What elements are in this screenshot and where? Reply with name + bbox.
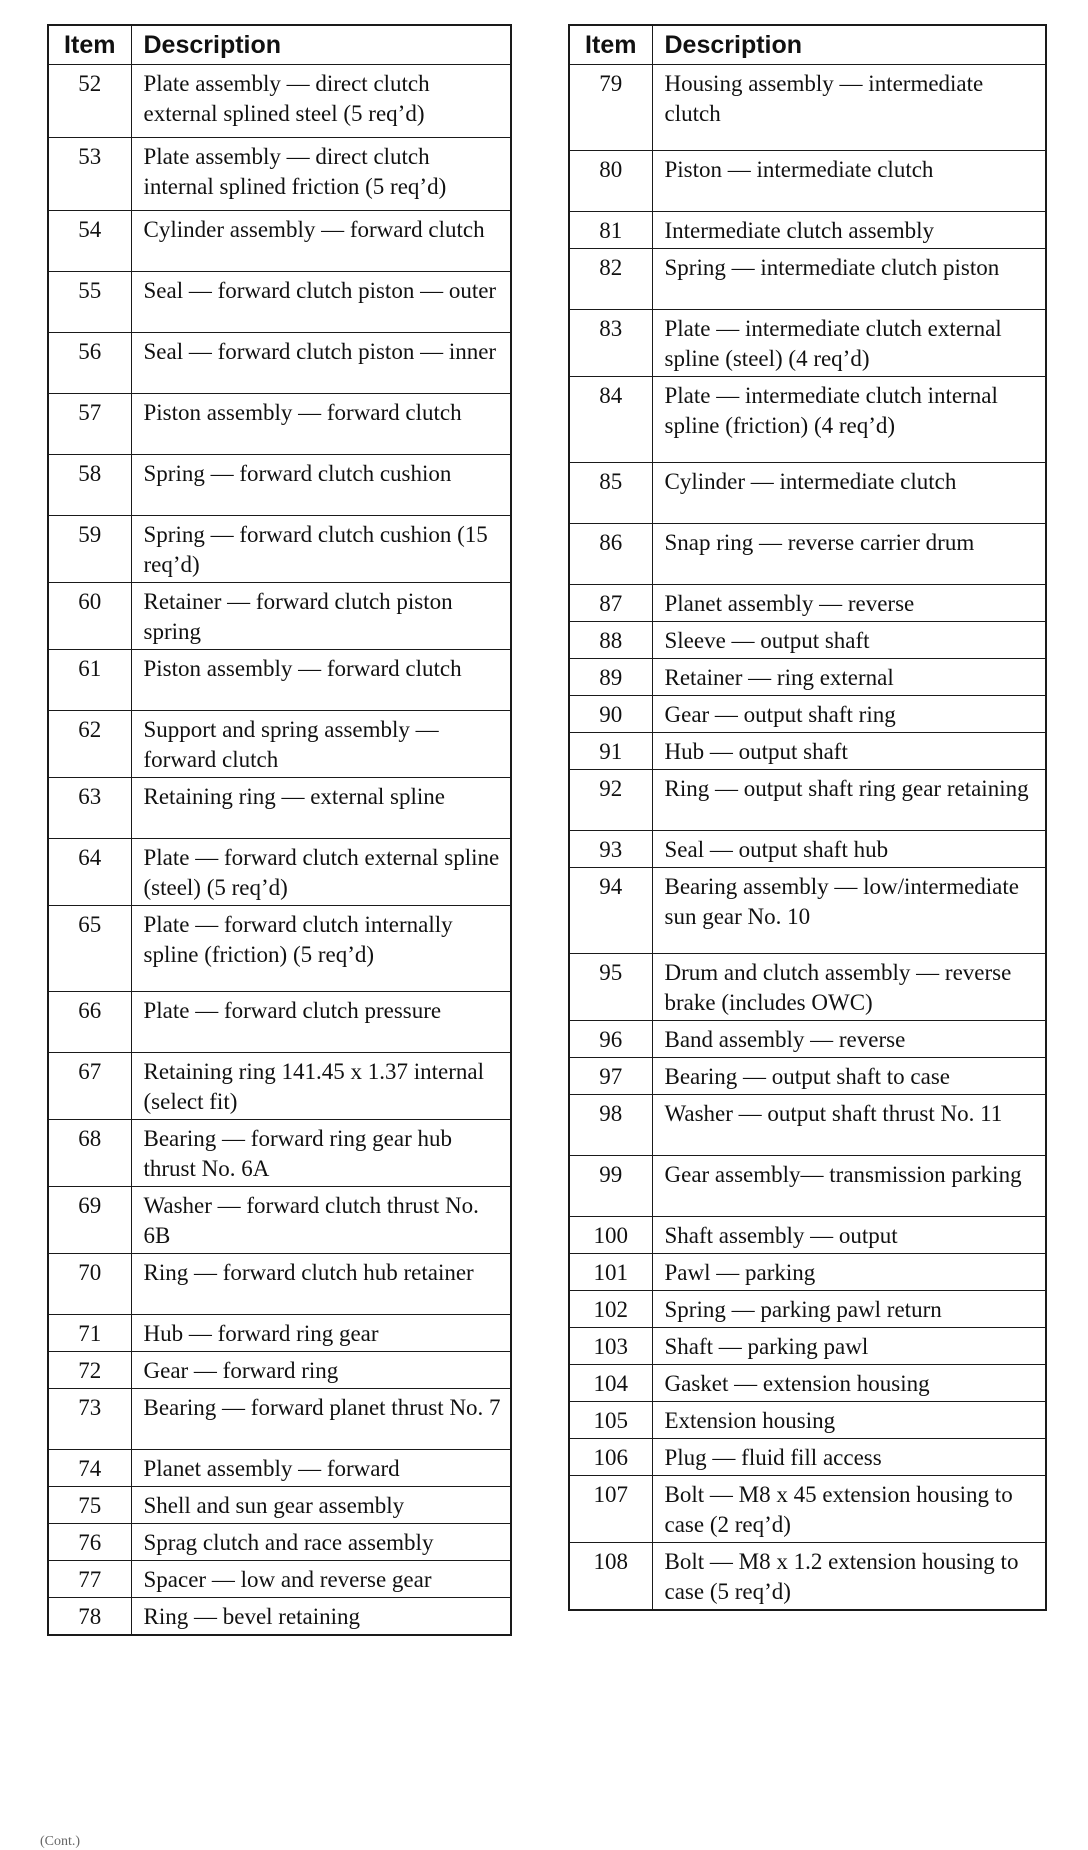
table-row xyxy=(569,1254,1046,1291)
item-description: Bearing assembly — low/intermediate sun gear No. 10 xyxy=(652,868,1046,954)
table-row xyxy=(48,1254,511,1315)
item-number: 66 xyxy=(48,992,131,1053)
item-number: 96 xyxy=(569,1021,652,1058)
item-description: Shaft assembly — output xyxy=(652,1217,1046,1254)
item-description: Plug — fluid fill access xyxy=(652,1439,1046,1476)
table-row xyxy=(569,1365,1046,1402)
item-description: Piston assembly — forward clutch xyxy=(131,394,511,455)
item-description: Bolt — M8 x 1.2 extension housing to case (5 req’d) xyxy=(652,1543,1046,1611)
table-row xyxy=(569,954,1046,1021)
item-number: 93 xyxy=(569,831,652,868)
item-number: 69 xyxy=(48,1187,131,1254)
item-number: 81 xyxy=(569,212,652,249)
item-description: Extension housing xyxy=(652,1402,1046,1439)
continued-note: (Cont.) xyxy=(40,1834,81,1849)
item-description: Intermediate clutch assembly xyxy=(652,212,1046,249)
item-description: Plate — intermediate clutch external spline (steel) (4 req’d) xyxy=(652,310,1046,377)
item-description: Spacer — low and reverse gear xyxy=(131,1561,511,1598)
item-description: Gear assembly— transmission parking xyxy=(652,1156,1046,1217)
table-row xyxy=(569,1328,1046,1365)
item-number: 84 xyxy=(569,377,652,463)
item-description: Snap ring — reverse carrier drum xyxy=(652,524,1046,585)
table-row xyxy=(569,1291,1046,1328)
table-row xyxy=(48,516,511,583)
table-row xyxy=(569,310,1046,377)
item-number: 97 xyxy=(569,1058,652,1095)
item-number: 87 xyxy=(569,585,652,622)
item-description: Spring — forward clutch cushion xyxy=(131,455,511,516)
item-description: Washer — output shaft thrust No. 11 xyxy=(652,1095,1046,1156)
item-description: Housing assembly — intermediate clutch xyxy=(652,65,1046,151)
item-description: Planet assembly — reverse xyxy=(652,585,1046,622)
item-number: 98 xyxy=(569,1095,652,1156)
parts-table-left xyxy=(47,24,512,1636)
table-row xyxy=(48,1450,511,1487)
item-number: 54 xyxy=(48,211,131,272)
item-number: 86 xyxy=(569,524,652,585)
item-description: Band assembly — reverse xyxy=(652,1021,1046,1058)
description-column-header: Description xyxy=(652,25,1046,65)
table-row xyxy=(569,524,1046,585)
item-description: Ring — bevel retaining xyxy=(131,1598,511,1636)
item-number: 102 xyxy=(569,1291,652,1328)
item-number: 53 xyxy=(48,138,131,211)
item-description: Plate assembly — direct clutch external splined steel (5 req’d) xyxy=(131,65,511,138)
item-description: Planet assembly — forward xyxy=(131,1450,511,1487)
item-number: 101 xyxy=(569,1254,652,1291)
item-number: 91 xyxy=(569,733,652,770)
table-row xyxy=(569,151,1046,212)
item-number: 95 xyxy=(569,954,652,1021)
item-description: Seal — forward clutch piston — outer xyxy=(131,272,511,333)
table-row xyxy=(569,377,1046,463)
item-number: 59 xyxy=(48,516,131,583)
table-row xyxy=(569,463,1046,524)
table-row xyxy=(48,711,511,778)
item-description: Shaft — parking pawl xyxy=(652,1328,1046,1365)
table-row xyxy=(48,1389,511,1450)
item-description: Pawl — parking xyxy=(652,1254,1046,1291)
table-row xyxy=(48,333,511,394)
item-description: Plate — forward clutch external spline (steel) (5 req’d) xyxy=(131,839,511,906)
item-description: Cylinder — intermediate clutch xyxy=(652,463,1046,524)
item-description: Support and spring assembly — forward clutch xyxy=(131,711,511,778)
table-row xyxy=(48,1120,511,1187)
item-number: 92 xyxy=(569,770,652,831)
table-row xyxy=(569,831,1046,868)
table-row xyxy=(48,65,511,138)
item-number: 105 xyxy=(569,1402,652,1439)
item-number: 57 xyxy=(48,394,131,455)
table-row xyxy=(569,1402,1046,1439)
item-description: Seal — forward clutch piston — inner xyxy=(131,333,511,394)
table-row xyxy=(48,1561,511,1598)
table-row xyxy=(48,1053,511,1120)
item-number: 104 xyxy=(569,1365,652,1402)
item-number: 61 xyxy=(48,650,131,711)
header-row xyxy=(569,25,1046,65)
table-row xyxy=(48,650,511,711)
item-description: Retainer — forward clutch piston spring xyxy=(131,583,511,650)
item-description: Shell and sun gear assembly xyxy=(131,1487,511,1524)
item-number: 73 xyxy=(48,1389,131,1450)
item-description: Sleeve — output shaft xyxy=(652,622,1046,659)
item-number: 99 xyxy=(569,1156,652,1217)
item-description: Piston assembly — forward clutch xyxy=(131,650,511,711)
item-number: 67 xyxy=(48,1053,131,1120)
item-description: Piston — intermediate clutch xyxy=(652,151,1046,212)
item-description: Hub — output shaft xyxy=(652,733,1046,770)
table-row xyxy=(569,733,1046,770)
item-description: Gear — output shaft ring xyxy=(652,696,1046,733)
table-row xyxy=(48,1315,511,1352)
table-row xyxy=(569,868,1046,954)
item-description: Washer — forward clutch thrust No. 6B xyxy=(131,1187,511,1254)
item-number: 108 xyxy=(569,1543,652,1611)
item-number: 94 xyxy=(569,868,652,954)
table-row xyxy=(48,992,511,1053)
item-number: 79 xyxy=(569,65,652,151)
parts-table-right xyxy=(568,24,1047,1611)
item-description: Ring — forward clutch hub retainer xyxy=(131,1254,511,1315)
item-number: 78 xyxy=(48,1598,131,1636)
item-description: Sprag clutch and race assembly xyxy=(131,1524,511,1561)
item-number: 85 xyxy=(569,463,652,524)
header-row xyxy=(48,25,511,65)
table-row xyxy=(569,212,1046,249)
table-row xyxy=(569,1058,1046,1095)
item-description: Spring — parking pawl return xyxy=(652,1291,1046,1328)
item-description: Hub — forward ring gear xyxy=(131,1315,511,1352)
item-number: 70 xyxy=(48,1254,131,1315)
item-description: Plate — intermediate clutch internal spline (friction) (4 req’d) xyxy=(652,377,1046,463)
item-description: Cylinder assembly — forward clutch xyxy=(131,211,511,272)
item-number: 74 xyxy=(48,1450,131,1487)
item-number: 82 xyxy=(569,249,652,310)
item-number: 72 xyxy=(48,1352,131,1389)
table-row xyxy=(569,65,1046,151)
item-number: 83 xyxy=(569,310,652,377)
item-description: Spring — intermediate clutch piston xyxy=(652,249,1046,310)
table-row xyxy=(569,1439,1046,1476)
item-description: Bearing — output shaft to case xyxy=(652,1058,1046,1095)
table-row xyxy=(48,272,511,333)
item-column-header: Item xyxy=(48,25,131,65)
description-column-header: Description xyxy=(131,25,511,65)
item-number: 68 xyxy=(48,1120,131,1187)
item-description: Bearing — forward ring gear hub thrust No. 6A xyxy=(131,1120,511,1187)
item-description: Gear — forward ring xyxy=(131,1352,511,1389)
table-row xyxy=(569,770,1046,831)
table-row xyxy=(48,1352,511,1389)
table-row xyxy=(48,1187,511,1254)
item-number: 90 xyxy=(569,696,652,733)
table-row xyxy=(48,906,511,992)
table-row xyxy=(48,211,511,272)
item-number: 63 xyxy=(48,778,131,839)
item-description: Plate — forward clutch internally spline (friction) (5 req’d) xyxy=(131,906,511,992)
item-number: 75 xyxy=(48,1487,131,1524)
item-description: Drum and clutch assembly — reverse brake (includes OWC) xyxy=(652,954,1046,1021)
table-row xyxy=(48,1598,511,1636)
table-row xyxy=(48,839,511,906)
item-number: 55 xyxy=(48,272,131,333)
item-number: 58 xyxy=(48,455,131,516)
item-description: Retaining ring 141.45 x 1.37 internal (select fit) xyxy=(131,1053,511,1120)
table-row xyxy=(569,1543,1046,1611)
table-row xyxy=(569,249,1046,310)
item-number: 103 xyxy=(569,1328,652,1365)
item-description: Bolt — M8 x 45 extension housing to case (2 req’d) xyxy=(652,1476,1046,1543)
table-row xyxy=(48,1487,511,1524)
item-number: 56 xyxy=(48,333,131,394)
item-description: Spring — forward clutch cushion (15 req’d) xyxy=(131,516,511,583)
table-row xyxy=(48,778,511,839)
table-row xyxy=(569,585,1046,622)
item-description: Seal — output shaft hub xyxy=(652,831,1046,868)
item-description: Plate assembly — direct clutch internal splined friction (5 req’d) xyxy=(131,138,511,211)
table-row xyxy=(48,1524,511,1561)
table-row xyxy=(569,1217,1046,1254)
item-number: 100 xyxy=(569,1217,652,1254)
table-row xyxy=(569,622,1046,659)
item-number: 107 xyxy=(569,1476,652,1543)
item-number: 52 xyxy=(48,65,131,138)
item-number: 60 xyxy=(48,583,131,650)
table-row xyxy=(48,583,511,650)
table-row xyxy=(48,138,511,211)
item-description: Gasket — extension housing xyxy=(652,1365,1046,1402)
item-description: Bearing — forward planet thrust No. 7 xyxy=(131,1389,511,1450)
item-number: 106 xyxy=(569,1439,652,1476)
table-row xyxy=(48,455,511,516)
item-number: 76 xyxy=(48,1524,131,1561)
item-number: 80 xyxy=(569,151,652,212)
table-row xyxy=(569,659,1046,696)
item-description: Ring — output shaft ring gear retaining xyxy=(652,770,1046,831)
table-row xyxy=(569,1476,1046,1543)
item-number: 64 xyxy=(48,839,131,906)
item-number: 62 xyxy=(48,711,131,778)
item-number: 77 xyxy=(48,1561,131,1598)
item-number: 89 xyxy=(569,659,652,696)
table-row xyxy=(569,1156,1046,1217)
table-row xyxy=(569,1021,1046,1058)
item-number: 65 xyxy=(48,906,131,992)
item-column-header: Item xyxy=(569,25,652,65)
table-row xyxy=(569,696,1046,733)
item-number: 88 xyxy=(569,622,652,659)
table-row xyxy=(48,394,511,455)
item-number: 71 xyxy=(48,1315,131,1352)
item-description: Retaining ring — external spline xyxy=(131,778,511,839)
item-description: Retainer — ring external xyxy=(652,659,1046,696)
table-row xyxy=(569,1095,1046,1156)
item-description: Plate — forward clutch pressure xyxy=(131,992,511,1053)
